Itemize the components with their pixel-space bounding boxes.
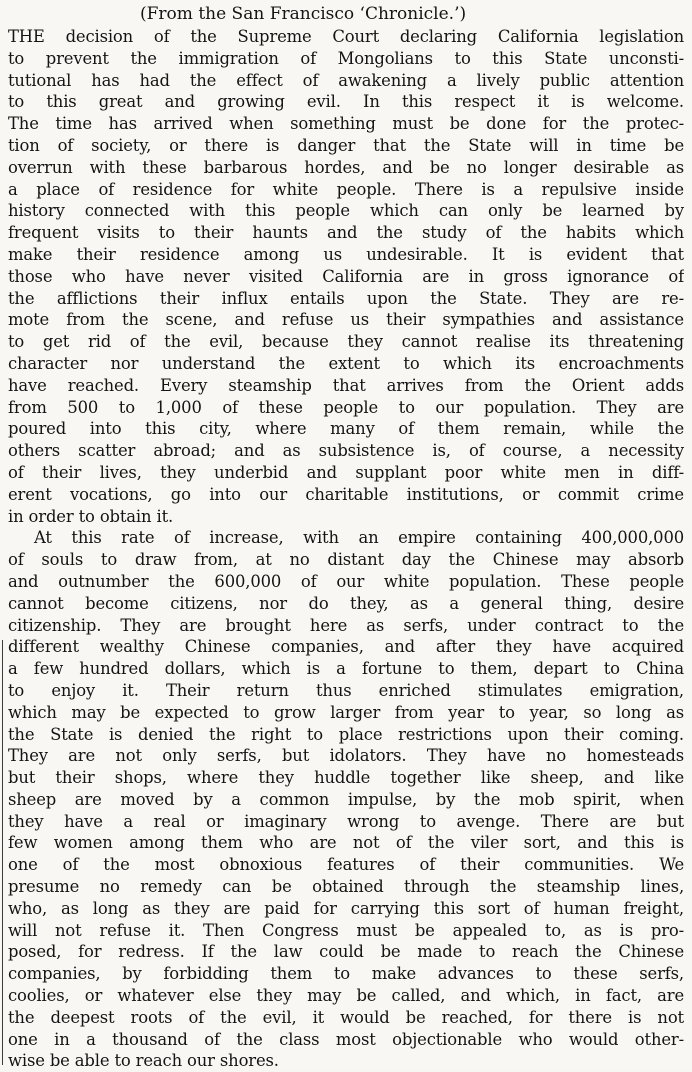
text-line: presume no remedy can be obtained through the steamship lines,: [8, 877, 684, 897]
text-line: The time has arrived when something must be done for the protec-: [8, 114, 684, 134]
text-line: tion of society, or there is danger that the State will in time be: [8, 135, 684, 155]
text-line: THE decision of the Supreme Court declaring California legislation: [8, 27, 684, 46]
text-line: the State is denied the right to place restrictions upon their coming.: [8, 724, 684, 744]
text-line: a place of residence for white people. There is a repulsive inside: [8, 179, 684, 199]
text-line: in order to obtain it.: [8, 506, 174, 526]
text-line: sheep are moved by a common impulse, by the mob spirit, when: [8, 789, 684, 809]
text-line: mote from the scene, and refuse us their sympathies and assistance: [8, 310, 684, 330]
text-line: poured into this city, where many of them remain, while the: [8, 419, 684, 439]
text-line: companies, by forbidding them to make advances to these serfs,: [8, 964, 684, 984]
text-line: to get rid of the evil, because they cannot realise its threatening: [8, 332, 684, 352]
text-line: others scatter abroad; and as subsistence is, of course, a necessity: [8, 441, 684, 461]
text-line: to enjoy it. Their return thus enriched stimulates emigration,: [8, 680, 684, 700]
text-line: they have a real or imaginary wrong to avenge. There are but: [8, 811, 684, 831]
text-line: a few hundred dollars, which is a fortune to them, depart to China: [8, 659, 684, 679]
text-line: few women among them who are not of the viler sort, and this is: [8, 833, 684, 853]
text-line: will not refuse it. Then Congress must be appealed to, as is pro-: [8, 920, 684, 940]
text-line: of their lives, they underbid and supplant poor white men in diff-: [8, 462, 684, 482]
text-line: one of the most obnoxious features of their communities. We: [8, 855, 684, 875]
text-line: coolies, or whatever else they may be called, and which, in fact, are: [8, 986, 684, 1006]
text-line: the afflictions their influx entails upon the State. They are re-: [8, 288, 684, 308]
text-line: history connected with this people which can only be learned by: [8, 201, 684, 221]
text-line: which may be expected to grow larger from year to year, so long as: [8, 702, 684, 722]
text-line: different wealthy Chinese companies, and after they have acquired: [8, 637, 684, 657]
text-line: have reached. Every steamship that arrives from the Orient adds: [8, 375, 684, 395]
text-line: to this great and growing evil. In this respect it is welcome.: [8, 92, 684, 112]
text-line: At this rate of increase, with an empire containing 400,000,000: [34, 528, 684, 548]
text-line: from 500 to 1,000 of these people to our population. They are: [8, 397, 684, 417]
text-line: erent vocations, go into our charitable institutions, or commit crime: [8, 484, 684, 504]
text-line: wise be able to reach our shores.: [8, 1051, 279, 1071]
text-line: cannot become citizens, nor do they, as a general thing, desire: [8, 593, 684, 613]
text-line: who, as long as they are paid for carrying this sort of human freight,: [8, 898, 684, 918]
article-body: [8, 26, 684, 1072]
text-line: but their shops, where they huddle together like sheep, and like: [8, 768, 684, 788]
text-line: They are not only serfs, but idolators. They have no homesteads: [8, 746, 684, 766]
text-line: character nor understand the extent to which its encroachments: [8, 353, 684, 373]
text-line: the deepest roots of the evil, it would be reached, for there is not: [8, 1007, 684, 1027]
text-line: citizenship. They are brought here as serfs, under contract to the: [8, 615, 684, 635]
paragraph-1: [8, 26, 684, 527]
text-line: of souls to draw from, at no distant day the Chinese may absorb: [8, 550, 684, 570]
text-line: frequent visits to their haunts and the study of the habits which: [8, 223, 684, 243]
text-line: overrun with these barbarous hordes, and be no longer desirable as: [8, 157, 684, 177]
source-heading: (From the San Francisco ‘Chronicle.’): [140, 4, 467, 24]
paragraph-2: [8, 527, 684, 1072]
text-line: those who have never visited California are in gross ignorance of: [8, 266, 684, 286]
text-line: make their residence among us undesirable. It is evident that: [8, 244, 684, 264]
text-line: one in a thousand of the class most objectionable who would other-: [8, 1029, 684, 1049]
text-line: and outnumber the 600,000 of our white population. These people: [8, 571, 684, 591]
column-rule: [2, 640, 3, 1065]
text-line: posed, for redress. If the law could be made to reach the Chinese: [8, 942, 684, 962]
text-line: to prevent the immigration of Mongolians to this State unconsti-: [8, 48, 684, 68]
text-line: tutional has had the effect of awakening a lively public attention: [8, 70, 684, 90]
